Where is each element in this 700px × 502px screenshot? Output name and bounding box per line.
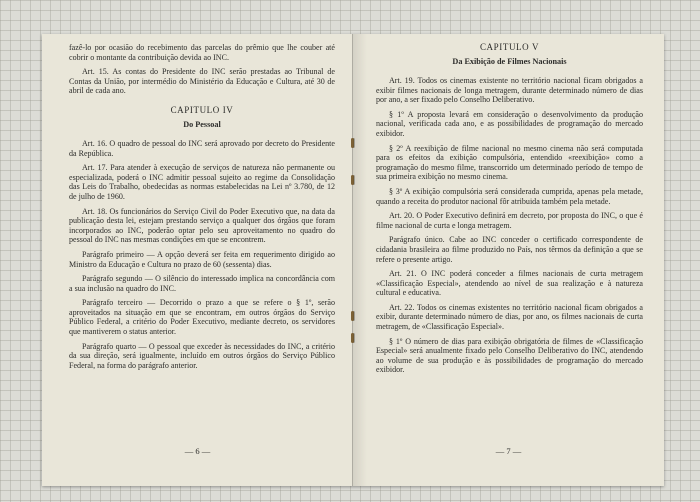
chapter-title: CAPITULO V [479,42,540,52]
paragraph: Art. 18. Os funcionários do Serviço Civil do Poder Executivo que, na data da publicação desta lei, estejam prestando serviço a qualquer dos órgãos que foram incorporados ao INC, poderão optar pelo seu aproveitamento no quadro do pessoal do INC nas mesmas condições em que se encontrem. [69,206,335,245]
paragraph: Art. 15. As contas do Presidente do INC serão prestadas ao Tribunal de Contas da União, por intermédio do Ministério da Educação e Cultura, até 30 de abril de cada ano. [69,67,335,96]
paragraph: § 3º A exibição compulsória será considerada cumprida, apenas pela metade, quando a receita do produtor nacional fôr atribuida também pela metade. [376,186,643,206]
paragraph: § 1º O número de dias para exibição obrigatória de filmes de «Classificação Especial» será anualmente fixado pelo Conselho Deliberativo do INC, atendendo ao volume de sua produção e às possibilidades de programação do mercado exibidor. [376,336,643,375]
section-title: Do Pessoal [183,119,221,129]
paragraph: Parágrafo primeiro — A opção deverá ser feita em requerimento dirigido ao Ministro da Educação e Cultura no prazo de 60 (sessenta) dias. [69,249,335,269]
paragraph: Art. 22. Todos os cinemas existentes no território nacional ficam obrigados a exibir, durante determinado número de dias, por ano, os filmes nacionais de curta metragem, de «Classificação Especial». [376,302,643,332]
paragraph: Parágrafo quarto — O pessoal que exceder às necessidades do INC, a critério da sua direção, será igualmente, incluído em outros órgãos do Serviço Público Federal, na forma do parágrafo anterior. [69,341,335,370]
paragraph: Art. 17. Para atender à execução de serviços de natureza não permanente ou especializada, poderá o INC admitir pessoal sujeito ao regime da Consolidação das Leis do Trabalho, obedecidas as normas estabelecidas na Lei nº 3.780, de 12 de julho de 1960. [69,163,335,201]
paragraph: Parágrafo segundo — O silêncio do interessado implica na concordância com a sua inclusão na quadro do INC. [69,274,335,293]
paragraph: Art. 21. O INC poderá conceder a filmes nacionais de curta metragem «Classificação Especial», atendendo ao nível de sua realização e à natureza cultural e educativa. [376,269,643,298]
booklet [42,34,664,486]
paragraph: Parágrafo único. Cabe ao INC conceder o certificado correspondente de cidadania brasileira ao filme produzido no País, nos têrmos da definição a que se refere o presente artigo. [376,235,643,264]
paragraph: fazê-lo por ocasião do recebimento das parcelas do prêmio que lhe couber até cobrir o montante da contribuição devida ao INC. [69,43,335,62]
paragraph: Parágrafo terceiro — Decorrido o prazo a que se refere o § 1º, serão aproveitados na situação em que se encontram, em outros órgãos do Serviço Público Federal, a critério do Poder Executivo, mediante decreto, os servidores que mantiverem o status anterior. [69,298,335,337]
left-page [42,34,353,486]
right-page [353,34,664,486]
chapter-title: CAPITULO IV [170,104,234,115]
page-number: — 7 — [495,446,522,457]
paragraph: § 1º A proposta levará em consideração o desenvolvimento da produção nacional, verificada cada ano, e as possibilidades de programação do mercado exibidor. [376,109,643,138]
paragraph: § 2º A reexibição de filme nacional no mesmo cinema não será computada para os efeitos da exibição compulsória, entendido «reexibição» como a programação do mesmo filme, transcorrido um determinado período de tempo de sua primeira exibição no mesmo cinema. [376,143,643,182]
paragraph: Art. 20. O Poder Executivo definirá em decreto, por proposta do INC, o que é filme nacional de curta e longa metragem. [376,211,643,230]
page-number: — 6 — [184,446,211,457]
section-title: Da Exibição de Filmes Nacionais [452,57,567,66]
paragraph: Art. 19. Todos os cinemas existente no território nacional ficam obrigados a exibir filmes nacionais de longa metragem, durante determinado número de dias por ano, a ser fixado pelo Conselho Deliberativo. [376,76,643,105]
paragraph: Art. 16. O quadro de pessoal do INC será aprovado por decreto do Presidente da República. [69,138,335,158]
